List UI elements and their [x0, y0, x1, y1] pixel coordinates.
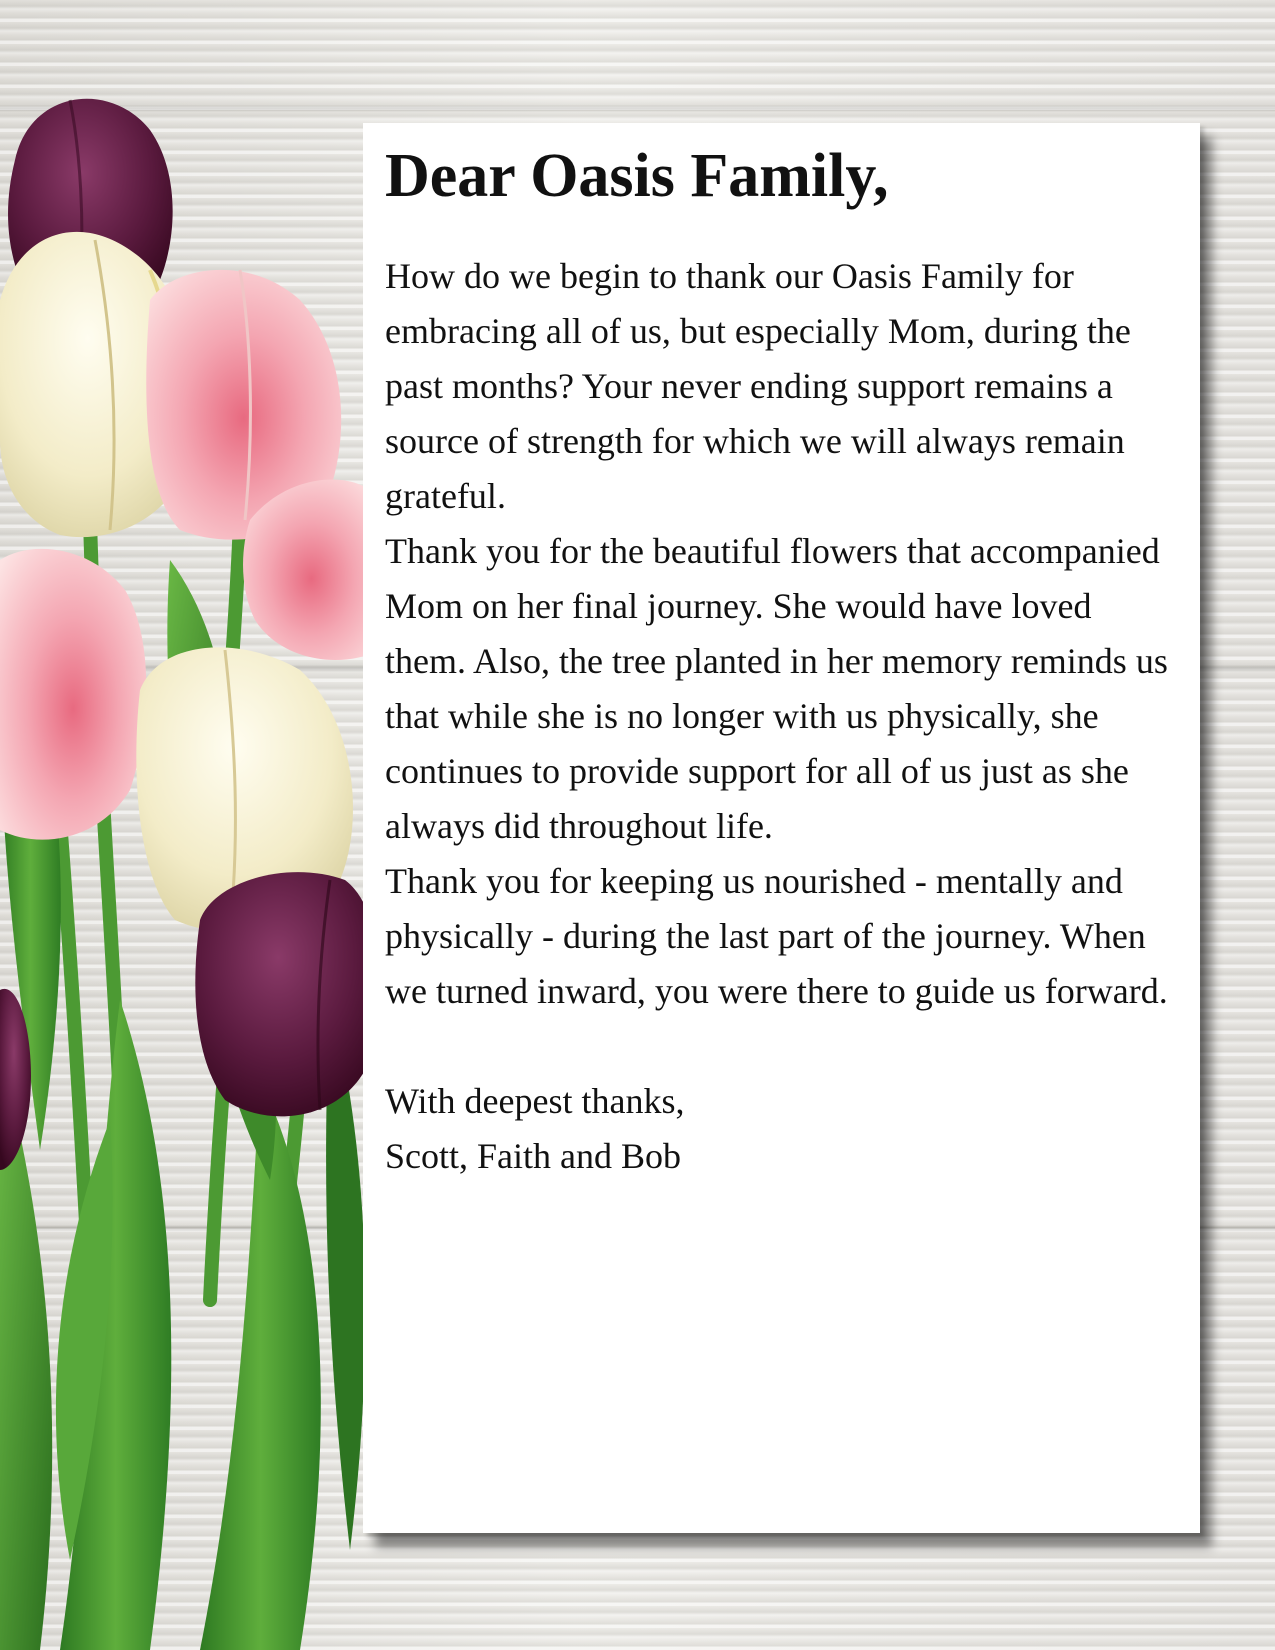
letter-paragraph-3: Thank you for keeping us nourished - mentally and physically - during the last part of the journey. When we turned inward, you were there to guide us forward. — [385, 861, 1168, 1011]
letter-greeting: Dear Oasis Family, — [385, 142, 889, 210]
letter-body — [385, 249, 1180, 1019]
letter-closing: With deepest thanks, — [385, 1081, 685, 1121]
letter-closing-block — [385, 1074, 1180, 1184]
letter-paragraph-1: How do we begin to thank our Oasis Family for embracing all of us, but especially Mom, during the past months? Your never ending support remains a source of strength for which we will always remain grateful. — [385, 256, 1131, 516]
tulip-bouquet-image — [0, 0, 380, 1650]
thank-you-letter — [363, 123, 1200, 1533]
letter-paragraph-2: Thank you for the beautiful flowers that accompanied Mom on her final journey. She would have loved them. Also, the tree planted in her memory reminds us that while she is no longer with us physically, she continues to provide support for all of us just as she always did throughout life. — [385, 531, 1168, 846]
letter-signature: Scott, Faith and Bob — [385, 1136, 681, 1176]
